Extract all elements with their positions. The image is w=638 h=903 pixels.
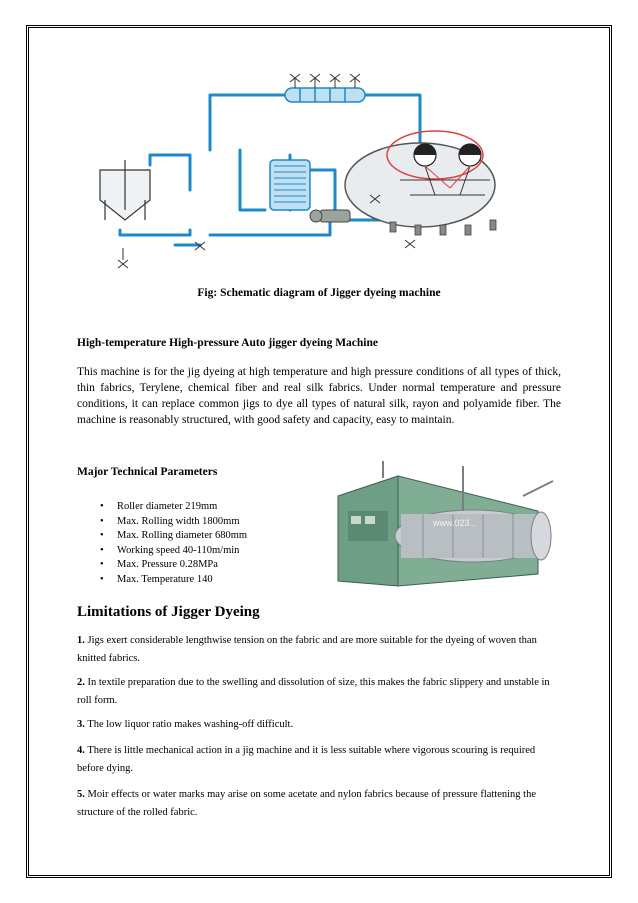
schematic-diagram [90, 70, 560, 280]
figure-caption: Fig: Schematic diagram of Jigger dyeing machine [197, 287, 441, 299]
list-item: 3. The low liquor ratio makes washing-off difficult. [77, 719, 294, 730]
bullet-icon: • [100, 544, 104, 556]
machine-photo [323, 456, 563, 592]
list-item: • Max. Temperature 140 [100, 573, 247, 588]
photo-watermark: www.023... [433, 518, 478, 528]
pump [310, 210, 350, 222]
list-item: 4. There is little mechanical action in a jig machine and it is less suitable where vigorous scouring is required before dying. [77, 745, 536, 774]
limitations-title: Limitations of Jigger Dyeing [77, 604, 260, 620]
list-item: • Roller diameter 219mm [100, 500, 247, 515]
list-item: • Max. Rolling width 1800mm [100, 515, 247, 530]
parameters-title: Major Technical Parameters [77, 466, 218, 478]
list-item: • Working speed 40-110m/min [100, 544, 247, 559]
bullet-icon: • [100, 573, 104, 585]
mixing-tank [100, 160, 150, 220]
machine-title: High-temperature High-pressure Auto jigger dyeing Machine [77, 337, 379, 349]
list-item: 1. Jigs exert considerable lengthwise tension on the fabric and are more suitable for the dyeing of woven than knitted fabrics. [77, 635, 537, 664]
list-item: • Max. Rolling diameter 680mm [100, 529, 247, 544]
list-item: 5. Moir effects or water marks may arise on some acetate and nylon fabrics because of pressure flattening the structure of the rolled fabric. [77, 789, 537, 818]
bullet-icon: • [100, 515, 104, 527]
parameters-list [100, 500, 247, 587]
bullet-icon: • [100, 530, 104, 541]
bullet-icon: • [100, 559, 104, 570]
heat-exchanger [285, 88, 365, 102]
list-item: 2. In textile preparation due to the swelling and dissolution of size, this makes the fabric slippery and unstable in roll form. [77, 677, 550, 706]
list-item: • Max. Pressure 0.28MPa [100, 558, 247, 573]
top-valves [290, 74, 360, 88]
machine-description: This machine is for the jig dyeing at high temperature and high pressure conditions of all types of thick, thin fabrics, Terylene, chemical fiber and real silk fabrics. Under normal temperature and pressure conditions, it can replace common jigs to dye all types of natural silk, rayon and polyamide fiber. The machine is reasonably structured, with good safety and capacity, easy to maintain. [77, 366, 561, 426]
bullet-icon: • [100, 501, 104, 512]
